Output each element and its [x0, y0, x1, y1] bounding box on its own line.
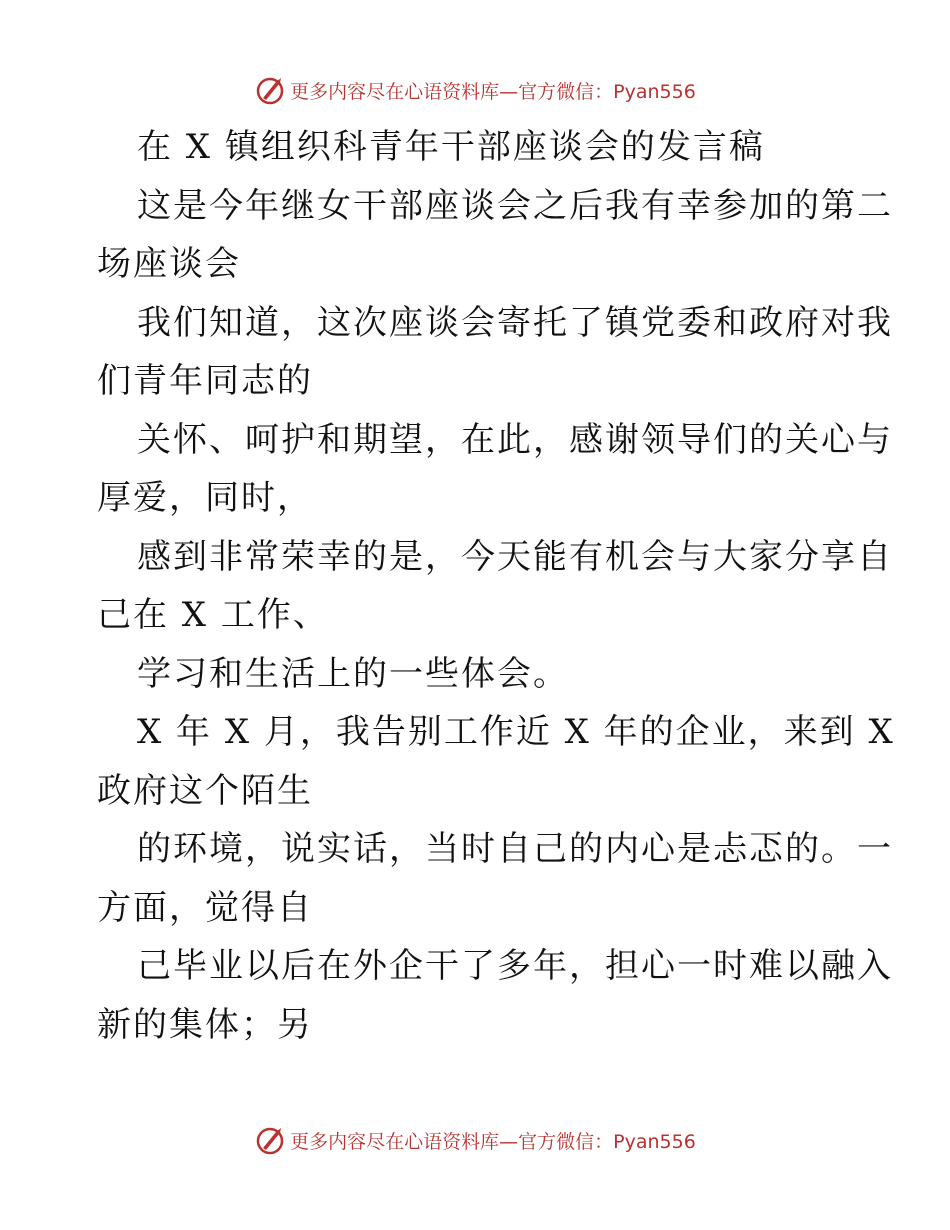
footer-banner	[0, 1120, 950, 1160]
paragraph-line: 这是今年继女干部座谈会之后我有幸参加的第二	[137, 185, 893, 226]
paragraph-line: 己毕业以后在外企干了多年，担心一时难以融入	[137, 946, 893, 986]
paragraph-line: 新的集体；另	[97, 1004, 313, 1045]
paragraph-line: 厚爱，同时，	[97, 478, 313, 518]
quill-pen-logo-icon	[254, 74, 286, 106]
paragraph-line: X 年 X 月，我告别工作近 X 年的企业，来到 X	[137, 712, 895, 752]
document-body	[97, 118, 895, 1054]
banner-text: 更多内容尽在心语资料库—官方微信：Pyan556	[290, 80, 696, 103]
paragraph-line: 我们知道，这次座谈会寄托了镇党委和政府对我	[137, 302, 893, 343]
paragraph-line: 己在 X 工作、	[97, 595, 329, 635]
quill-pen-logo-icon	[254, 1124, 286, 1156]
document-title: 在 X 镇组织科青年干部座谈会的发言稿	[137, 127, 765, 167]
paragraph-line: 感到非常荣幸的是，今天能有机会与大家分享自	[137, 536, 893, 577]
paragraph-line: 学习和生活上的一些体会。	[137, 653, 569, 694]
header-banner	[0, 70, 950, 110]
paragraph-line: 们青年同志的	[97, 361, 313, 401]
paragraph-line: 方面，觉得自	[97, 887, 313, 928]
paragraph-line: 场座谈会	[97, 244, 241, 284]
banner-text: 更多内容尽在心语资料库—官方微信：Pyan556	[290, 1130, 696, 1153]
paragraph-line: 关怀、呵护和期望，在此，感谢领导们的关心与	[137, 419, 893, 460]
paragraph-line: 的环境，说实话，当时自己的内心是忐忑的。一	[137, 829, 893, 869]
paragraph-line: 政府这个陌生	[97, 770, 313, 811]
